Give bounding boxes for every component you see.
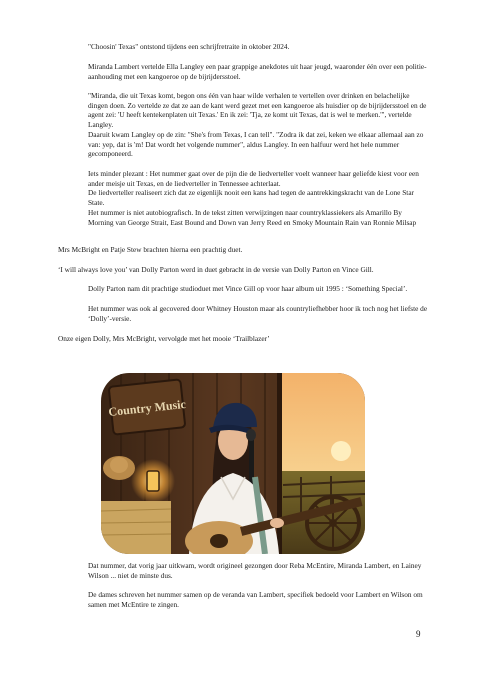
paragraph-veranda: De dames schreven het nummer samen op de veranda van Lambert, specifiek bedoeld voor Lambert en Wilson om samen met McEntire te zingen. [88, 590, 423, 609]
performer-photo [101, 373, 365, 554]
paragraph-duet-intro: Mrs McBright en Patje Stew brachten hierna een prachtig duet. [58, 245, 243, 254]
paragraph-not-autobiographical: Het nummer is niet autobiografisch. In de tekst zitten verwijzingen naar countryklassiekers als Amarillo By Morning van George Strait, East Bound and Down van Jerry Reed en Smoky Mountain Rain van Ronnie Milsap [88, 208, 417, 227]
paragraph-studio-duet: Dolly Parton nam dit prachtige studioduet met Vince Gill op voor haar album uit 1995 : ‘Something Special’. [88, 284, 408, 293]
page-number: 9 [416, 629, 421, 639]
country-music-sign: Country Music [107, 396, 187, 420]
paragraph-whitney-cover: Het nummer was ook al gecovered door Whitney Houston maar als countryliefhebber hoor ik toch nog het liefste de ‘Dolly’-versie. [88, 304, 428, 323]
paragraph-trailblazer-intro: Onze eigen Dolly, Mrs McBright, vervolgde met het mooie ‘Trailblazer’ [58, 334, 270, 343]
paragraph-will-always-love-you: ‘I will always love you’ van Dolly Parton werd in duet gebracht in de versie van Dolly Parton en Vince Gill. [58, 265, 374, 274]
paragraph-original-singers: Dat nummer, dat vorig jaar uitkwam, wordt origineel gezongen door Reba McEntire, Miranda Lambert, en Lainey Wilson ... niet de minste dus. [88, 561, 422, 580]
paragraph-song-theme: Iets minder plezant : Het nummer gaat over de pijn die de liedverteller voelt wanneer haar geliefde kiest voor een ander meisje uit Texas, en de liedverteller in Tennessee achterlaat. [88, 169, 419, 188]
paragraph-lambert-anecdote: Miranda Lambert vertelde Ella Langley een paar grappige anekdotes uit haar jeugd, waaronder één over een politie-aanhouding met een kangoeroe op de bijrijdersstoel. [88, 62, 427, 81]
paragraph-song-writing: Daaruit kwam Langley op de zin: "She's from Texas, I can tell". "Zodra ik dat zei, keken we elkaar allemaal aan zo van: yep, dat is 'm! Dat wordt het volgende nummer", aldus Langley. In een halfuur werd het hele nummer gecomponeerd. [88, 130, 424, 159]
paragraph-lone-star-state: De liedverteller realiseert zich dat ze eigenlijk nooit een kans had tegen de aantrekkingskracht van de Lone Star State. [88, 188, 414, 207]
paragraph-choosin-texas-origin: "Choosin' Texas" ontstond tijdens een schrijfretraite in oktober 2024. [88, 42, 290, 51]
paragraph-langley-quote: "Miranda, die uit Texas komt, begon ons één van haar wilde verhalen te vertellen over drinken en belachelijke dingen doen. Zo vertelde ze dat ze aan de kant werd gezet met een kangoeroe als huisdier op de bijrijdersstoel en de agent zei: 'U heeft kentekenplaten uit Texas.' En ik zei: 'Tja, ze komt uit Texas, dat is wel te merken.'", vertelde Langley. [88, 91, 427, 129]
